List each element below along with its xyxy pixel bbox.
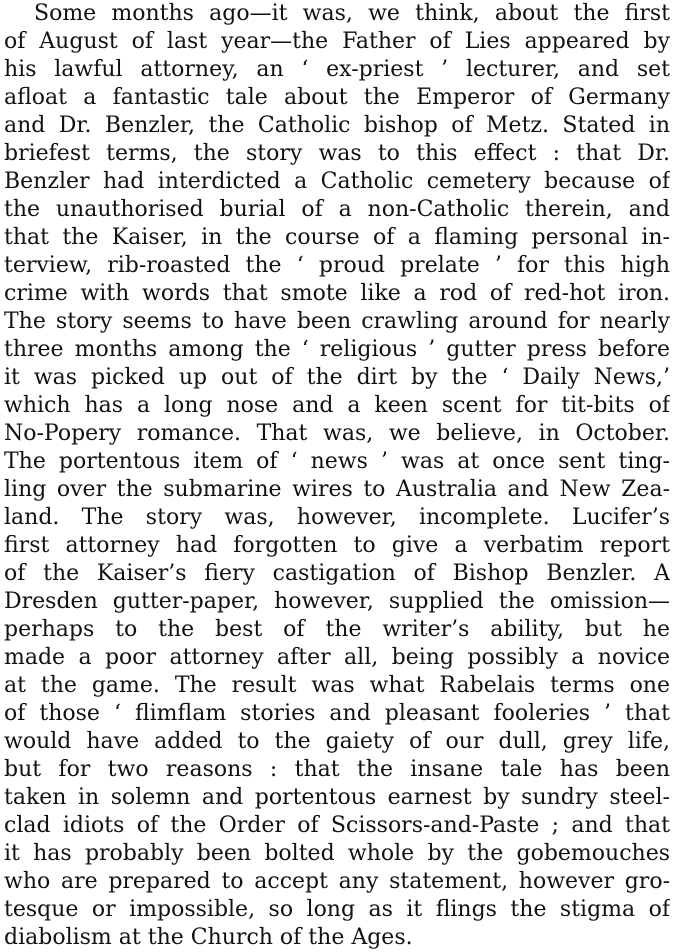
text-line-12: The story seems to have been crawling around for nearly — [4, 309, 670, 334]
text-line-10: terview, rib-roasted the ‘ proud prelate ’ for this high — [4, 253, 670, 278]
text-line-27: would have added to the gaiety of our dull, grey life, — [4, 729, 670, 754]
text-line-26: of those ‘ flimflam stories and pleasant fooleries ’ that — [4, 701, 670, 726]
text-line-33: tesque or impossible, so long as it flings the stigma of — [4, 897, 670, 922]
text-line-23: perhaps to the best of the writer’s ability, but he — [4, 617, 670, 642]
text-line-1: Some months ago—it was, we think, about the first — [34, 1, 670, 26]
text-line-20: first attorney had forgotten to give a verbatim report — [4, 533, 670, 558]
text-line-4: afloat a fantastic tale about the Emperor of Germany — [4, 85, 670, 110]
text-line-30: clad idiots of the Order of Scissors-and-Paste ; and that — [4, 813, 670, 838]
text-line-13: three months among the ‘ religious ’ gutter press before — [4, 337, 670, 362]
text-line-11: crime with words that smote like a rod of red-hot iron. — [4, 281, 670, 306]
text-line-6: briefest terms, the story was to this effect : that Dr. — [4, 141, 670, 166]
text-line-19: land. The story was, however, incomplete. Lucifer’s — [4, 505, 670, 530]
text-line-24: made a poor attorney after all, being possibly a novice — [4, 645, 670, 670]
text-line-32: who are prepared to accept any statement, however gro- — [4, 869, 670, 894]
text-line-14: it was picked up out of the dirt by the ‘ Daily News,’ — [4, 365, 670, 390]
text-line-21: of the Kaiser’s fiery castigation of Bishop Benzler. A — [4, 561, 670, 586]
text-line-7: Benzler had interdicted a Catholic cemetery because of — [4, 169, 670, 194]
text-line-34: diabolism at the Church of the Ages. — [4, 925, 413, 950]
text-line-28: but for two reasons : that the insane tale has been — [4, 757, 670, 782]
text-line-16: No-Popery romance. That was, we believe, in October. — [4, 421, 670, 446]
text-line-8: the unauthorised burial of a non-Catholic therein, and — [4, 197, 670, 222]
text-line-25: at the game. The result was what Rabelais terms one — [4, 673, 670, 698]
text-line-17: The portentous item of ‘ news ’ was at once sent ting- — [4, 449, 670, 474]
text-line-2: of August of last year—the Father of Lies appeared by — [4, 29, 670, 54]
text-line-3: his lawful attorney, an ‘ ex-priest ’ lecturer, and set — [4, 57, 670, 82]
text-line-15: which has a long nose and a keen scent for tit-bits of — [4, 393, 670, 418]
text-line-22: Dresden gutter-paper, however, supplied the omission— — [4, 589, 670, 614]
text-line-18: ling over the submarine wires to Australia and New Zea- — [4, 477, 670, 502]
text-line-5: and Dr. Benzler, the Catholic bishop of Metz. Stated in — [4, 113, 670, 138]
text-line-31: it has probably been bolted whole by the gobemouches — [4, 841, 670, 866]
text-line-9: that the Kaiser, in the course of a flaming personal in- — [4, 225, 670, 250]
text-line-29: taken in solemn and portentous earnest by sundry steel- — [4, 785, 670, 810]
